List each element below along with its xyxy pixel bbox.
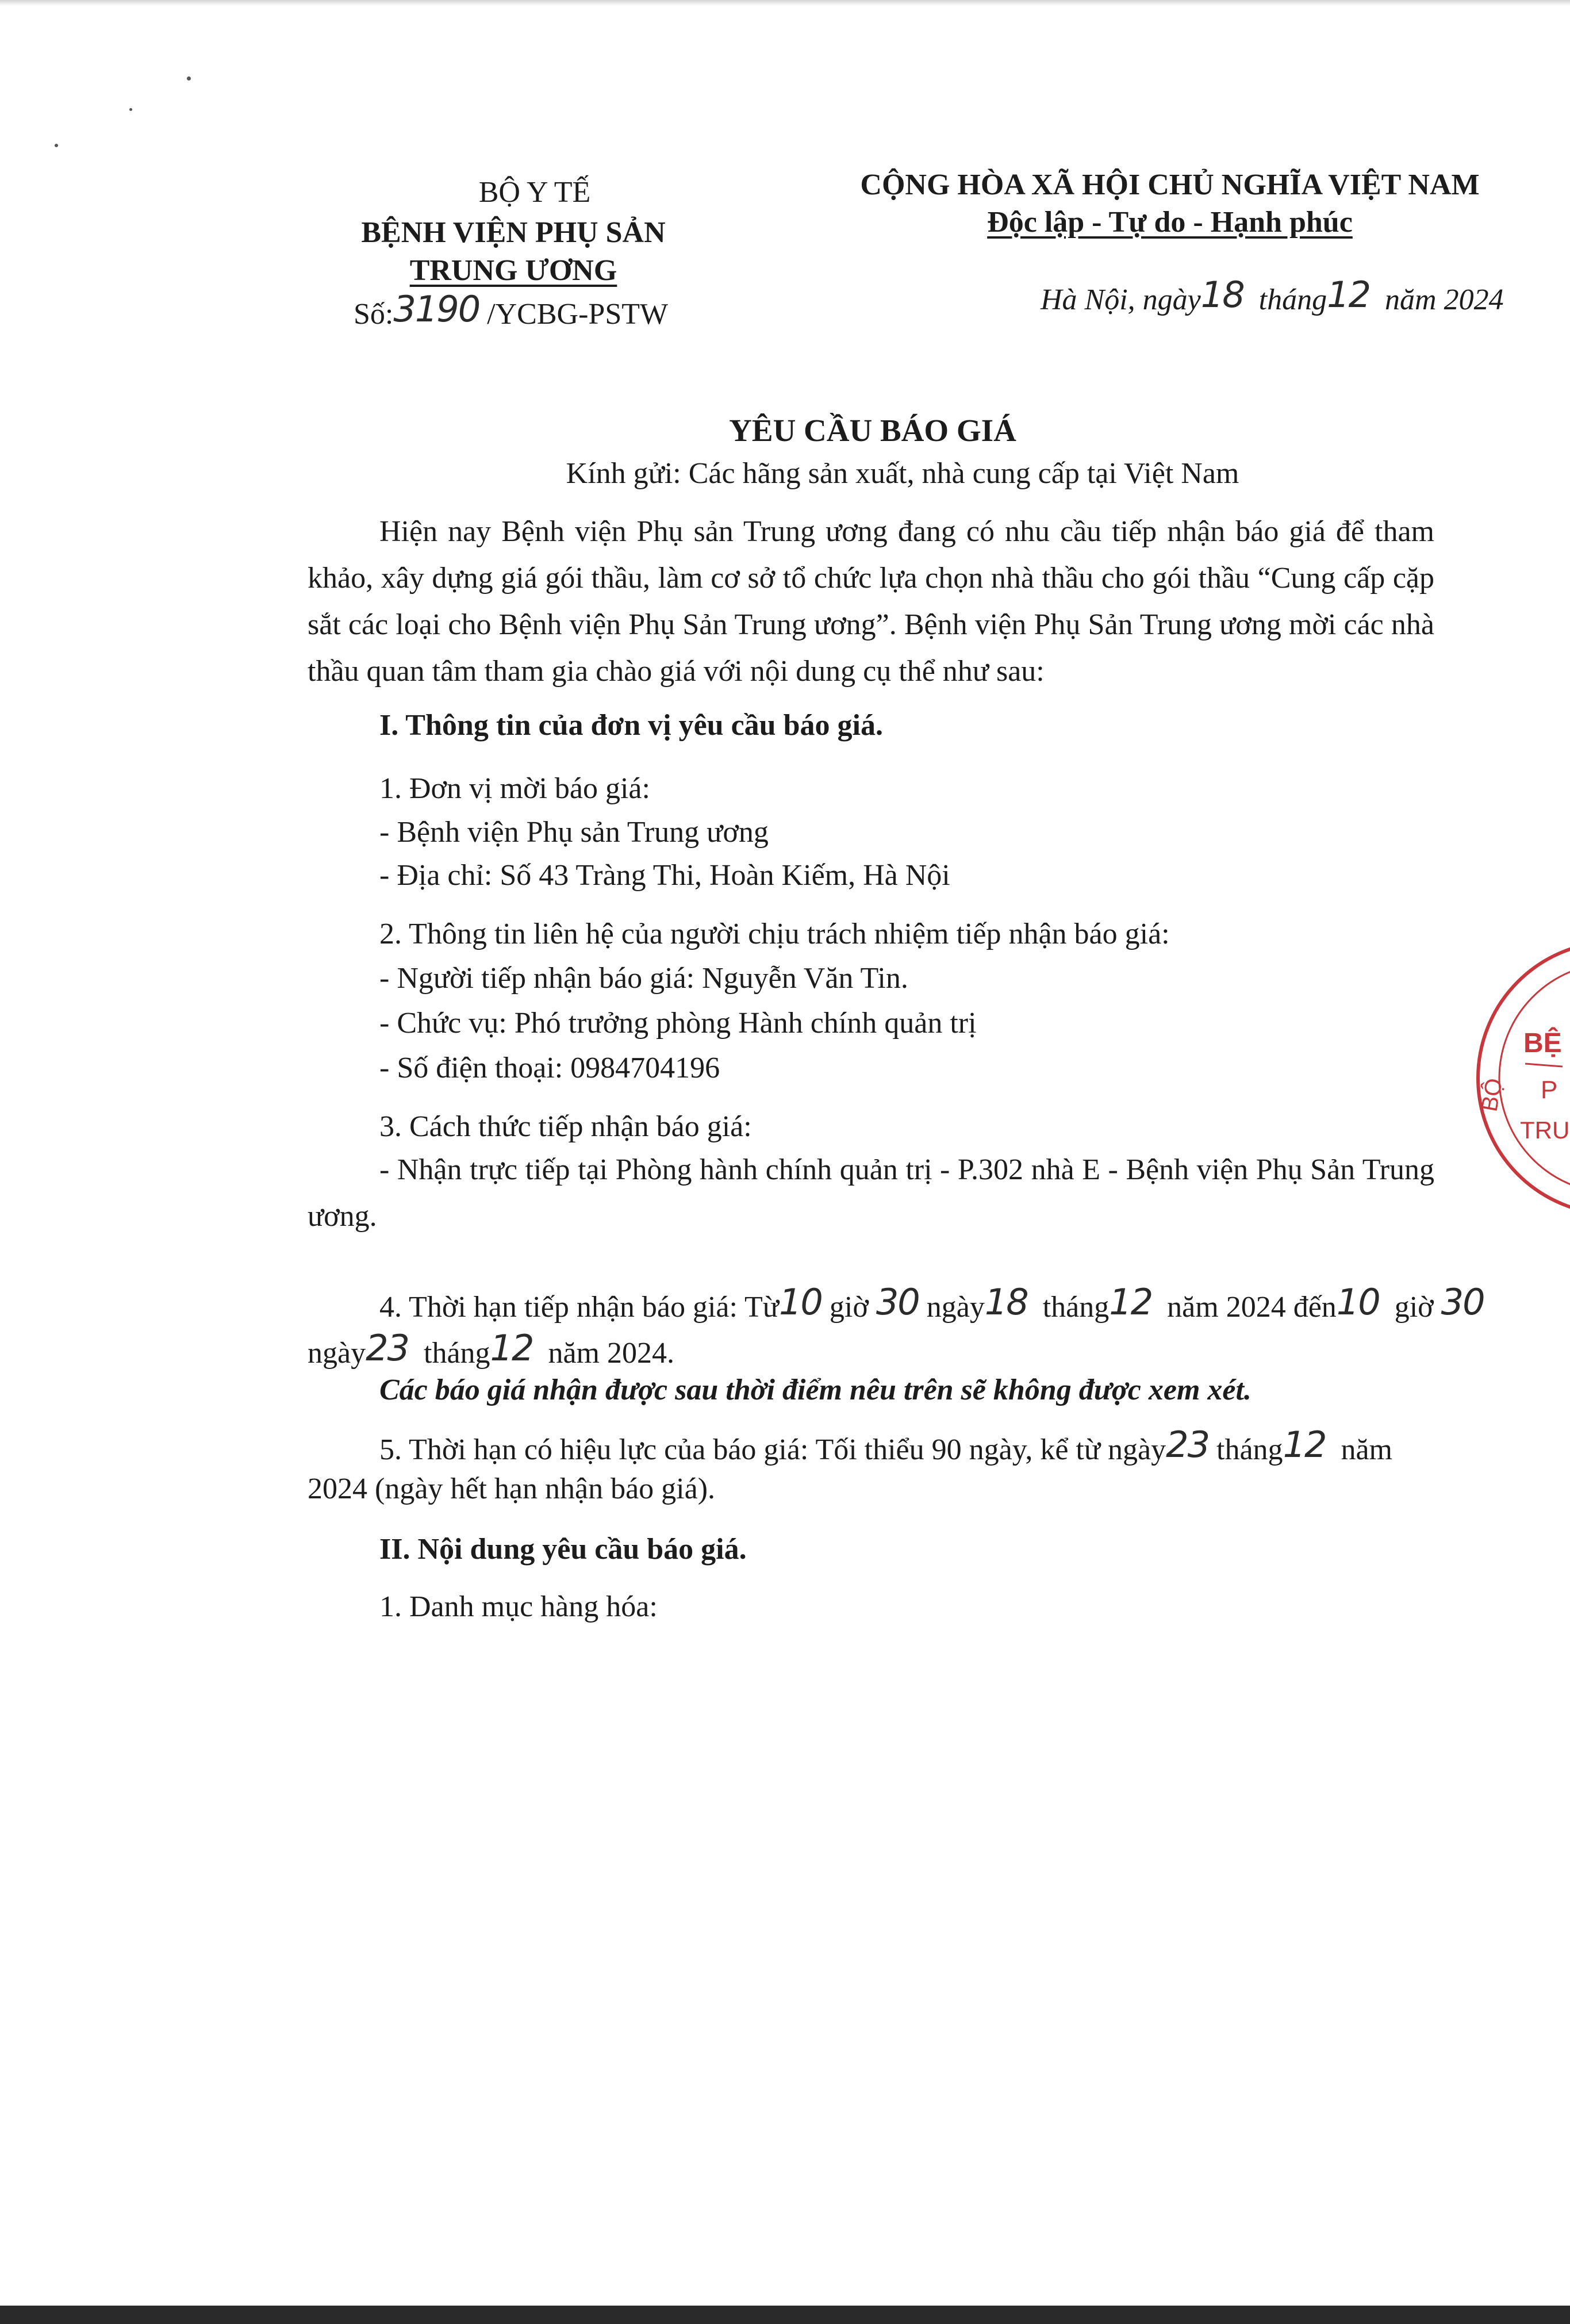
document-number <box>354 290 668 332</box>
deadline-text: ngày <box>919 1291 985 1324</box>
hospital-name-line1: BỆNH VIỆN PHỤ SẢN <box>361 216 666 249</box>
issue-date <box>1041 276 1504 318</box>
seal-text-fragment: P <box>1541 1076 1558 1104</box>
hospital-name-line2: TRUNG ƯƠNG <box>409 254 617 287</box>
section-1-item-3-label: 3. Cách thức tiếp nhận báo giá: <box>379 1110 752 1143</box>
national-title: CỘNG HÒA XÃ HỘI CHỦ NGHĨA VIỆT NAM <box>860 168 1480 201</box>
national-motto: Độc lập - Tự do - Hạnh phúc <box>987 206 1353 239</box>
deadline-text: ngày <box>308 1337 366 1370</box>
deadline-start-month-handwritten: 12 <box>1109 1281 1153 1323</box>
deadline-start-minute-handwritten: 30 <box>876 1281 919 1323</box>
contact-phone: - Số điện thoại: 0984704196 <box>379 1052 720 1084</box>
recipient-line: Kính gửi: Các hãng sản xuất, nhà cung cấp tại Việt Nam <box>566 457 1239 490</box>
section-1-item-1-label: 1. Đơn vị mời báo giá: <box>379 772 650 805</box>
contact-position: - Chức vụ: Phó trưởng phòng Hành chính quản trị <box>379 1007 977 1040</box>
section-1-item-2-label: 2. Thông tin liên hệ của người chịu trách nhiệm tiếp nhận báo giá: <box>379 918 1170 950</box>
date-day-handwritten: 18 <box>1200 274 1244 316</box>
deadline-end-month-handwritten: 12 <box>490 1327 533 1369</box>
deadline-text: năm 2024 đến <box>1152 1291 1337 1324</box>
intro-paragraph: Hiện nay Bệnh viện Phụ sản Trung ương đang có nhu cầu tiếp nhận báo giá để tham khảo, xây dựng giá gói thầu, làm cơ sở tổ chức lựa chọn nhà thầu cho gói thầu “Cung cấp cặp sắt các loại cho Bệnh viện Phụ Sản Trung ương”. Bệnh viện Phụ Sản Trung ương mời các nhà thầu quan tâm tham gia chào giá với nội dung cụ thể như sau: <box>308 515 1434 688</box>
seal-text-fragment: BỘ <box>1476 1076 1507 1114</box>
section-2-heading: II. Nội dung yêu cầu báo giá. <box>379 1533 747 1566</box>
doc-number-handwritten: 3190 <box>393 288 480 330</box>
deadline-text: năm 2024. <box>533 1337 674 1370</box>
deadline-text: 4. Thời hạn tiếp nhận báo giá: Từ <box>379 1291 779 1324</box>
doc-number-suffix: /YCBG-PSTW <box>487 298 669 331</box>
receiving-deadline-line1 <box>379 1283 1484 1325</box>
seal-stamp-icon <box>1471 940 1570 1216</box>
validity-text: tháng <box>1209 1433 1283 1466</box>
validity-month-handwritten: 12 <box>1283 1424 1326 1466</box>
deadline-text: giờ <box>822 1291 876 1324</box>
document-title: YÊU CẦU BÁO GIÁ <box>729 413 1016 448</box>
section-1-heading: I. Thông tin của đơn vị yêu cầu báo giá. <box>379 709 883 742</box>
deadline-text: tháng <box>409 1337 490 1370</box>
goods-list-label: 1. Danh mục hàng hóa: <box>379 1590 658 1623</box>
doc-number-prefix: Số: <box>354 298 394 331</box>
deadline-end-minute-handwritten: 30 <box>1441 1281 1484 1323</box>
deadline-text: tháng <box>1027 1291 1110 1324</box>
validity-text: 5. Thời hạn có hiệu lực của báo giá: Tối thiểu 90 ngày, kể từ ngày <box>379 1433 1166 1466</box>
receiving-method: - Nhận trực tiếp tại Phòng hành chính quản trị - P.302 nhà E - Bệnh viện Phụ Sản Trung ương. <box>308 1153 1434 1233</box>
scan-edge-bottom <box>0 2306 1570 2324</box>
seal-text-fragment: TRU <box>1520 1117 1570 1144</box>
late-quote-note: Các báo giá nhận được sau thời điểm nêu trên sẽ không được xem xét. <box>379 1374 1252 1406</box>
deadline-start-hour-handwritten: 10 <box>778 1281 822 1323</box>
scan-speck <box>187 76 191 80</box>
deadline-text: giờ <box>1379 1291 1441 1324</box>
scan-speck <box>55 144 58 147</box>
deadline-end-day-handwritten: 23 <box>366 1327 409 1369</box>
deadline-end-hour-handwritten: 10 <box>1336 1281 1380 1323</box>
validity-text: năm <box>1326 1433 1392 1466</box>
date-year: năm 2024 <box>1385 283 1504 316</box>
scan-speck <box>129 108 132 111</box>
date-place-label: Hà Nội, ngày <box>1041 283 1201 316</box>
quote-validity-line2: 2024 (ngày hết hạn nhận báo giá). <box>308 1472 716 1505</box>
date-month-label: tháng <box>1258 283 1327 316</box>
validity-day-handwritten: 23 <box>1166 1424 1210 1466</box>
ministry-name: BỘ Y TẾ <box>478 176 591 209</box>
inviting-unit-address: - Địa chỉ: Số 43 Tràng Thi, Hoàn Kiếm, Hà Nội <box>379 859 950 892</box>
contact-person: - Người tiếp nhận báo giá: Nguyễn Văn Tin. <box>379 962 908 995</box>
receiving-deadline-line2 <box>308 1329 674 1371</box>
quote-validity-line1 <box>379 1426 1392 1468</box>
scan-edge-top <box>0 0 1570 6</box>
date-month-handwritten: 12 <box>1327 274 1371 316</box>
inviting-unit: - Bệnh viện Phụ sản Trung ương <box>379 816 769 849</box>
seal-text-fragment: BỆ <box>1523 1028 1562 1059</box>
deadline-start-day-handwritten: 18 <box>984 1281 1028 1323</box>
